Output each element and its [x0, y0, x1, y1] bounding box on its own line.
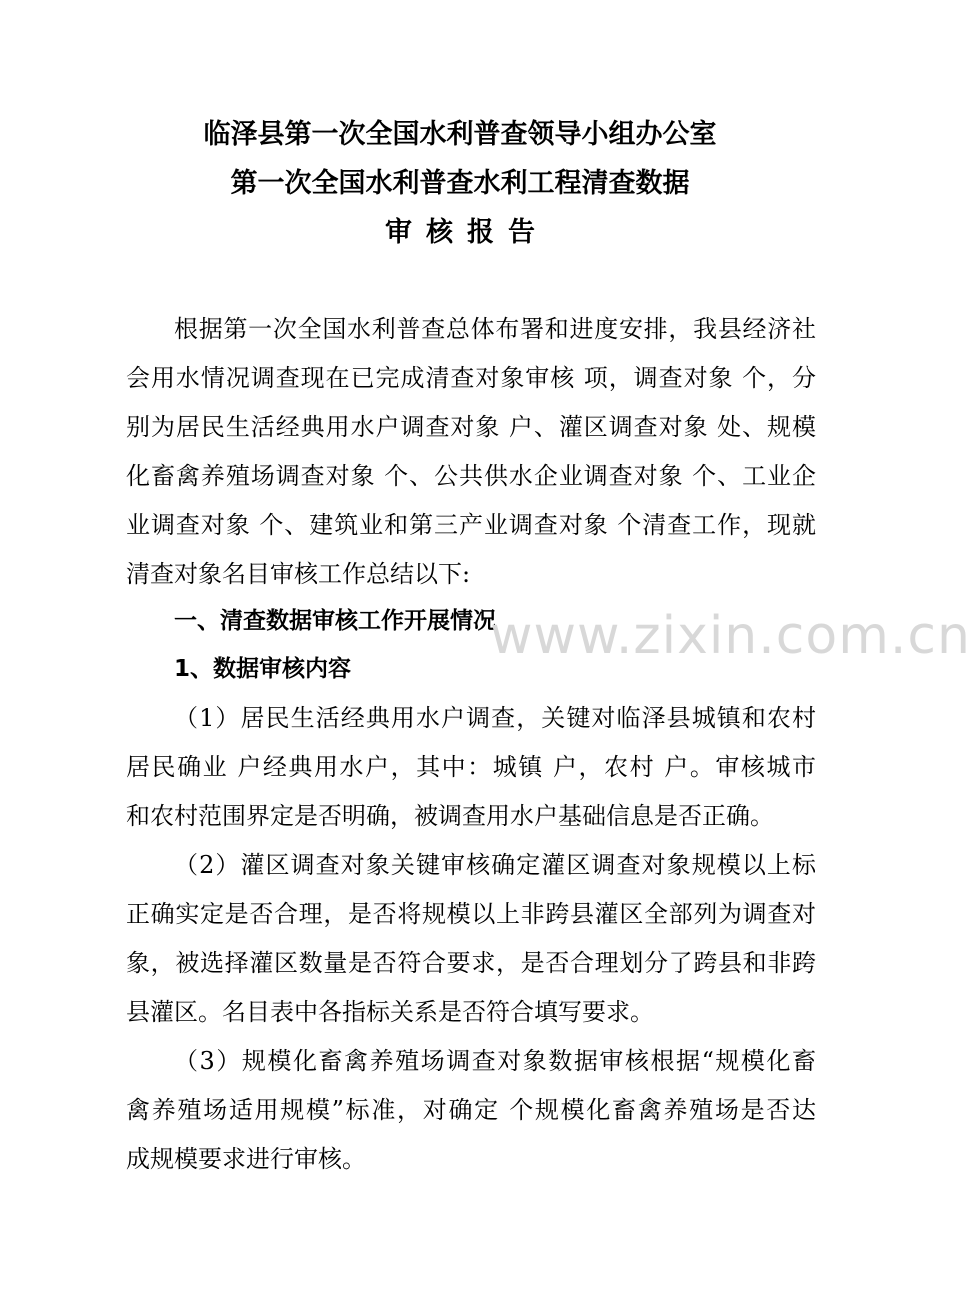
paragraph-line: 别为居民生活经典用水户调查对象 户、灌区调查对象 处、规模	[126, 413, 816, 441]
paragraph-line: 正确实定是否合理，是否将规模以上非跨县灌区全部列为调查对	[126, 900, 816, 928]
paragraph-line: 居民确业 户经典用水户，其中：城镇 户，农村 户。审核城市	[126, 753, 816, 781]
paragraph-line: （1）居民生活经典用水户调查，关键对临泽县城镇和农村	[174, 704, 816, 732]
paragraph-line: （2）灌区调查对象关键审核确定灌区调查对象规模以上标	[174, 851, 816, 879]
paragraph-line: 成规模要求进行审核。	[126, 1145, 366, 1173]
section-heading: 一、清查数据审核工作开展情况	[174, 608, 496, 634]
paragraph-line: 禽养殖场适用规模”标准，对确定 个规模化畜禽养殖场是否达	[126, 1096, 816, 1124]
paragraph-line: 象，被选择灌区数量是否符合要求，是否合理划分了跨县和非跨	[126, 949, 816, 977]
paragraph-line: 业调查对象 个、建筑业和第三产业调查对象 个清查工作，现就	[126, 511, 816, 539]
subsection-heading: 1、数据审核内容	[174, 656, 352, 682]
title-line-2: 第一次全国水利普查水利工程清查数据	[230, 168, 690, 199]
watermark: www.zixin.com.cn	[490, 606, 971, 666]
title-line-3: 审核报告	[385, 217, 549, 248]
paragraph-line: 会用水情况调查现在已完成清查对象审核 项，调查对象 个，分	[126, 364, 816, 392]
title-line-1: 临泽县第一次全国水利普查领导小组办公室	[203, 119, 717, 150]
paragraph-line: （3）规模化畜禽养殖场调查对象数据审核根据“规模化畜	[174, 1047, 816, 1075]
paragraph-line: 化畜禽养殖场调查对象 个、公共供水企业调查对象 个、工业企	[126, 462, 816, 490]
paragraph-line: 根据第一次全国水利普查总体布署和进度安排，我县经济社	[174, 315, 816, 343]
paragraph-line: 县灌区。名目表中各指标关系是否符合填写要求。	[126, 998, 654, 1026]
paragraph-line: 清查对象名目审核工作总结以下:	[126, 560, 471, 588]
paragraph-line: 和农村范围界定是否明确，被调查用水户基础信息是否正确。	[126, 802, 774, 830]
